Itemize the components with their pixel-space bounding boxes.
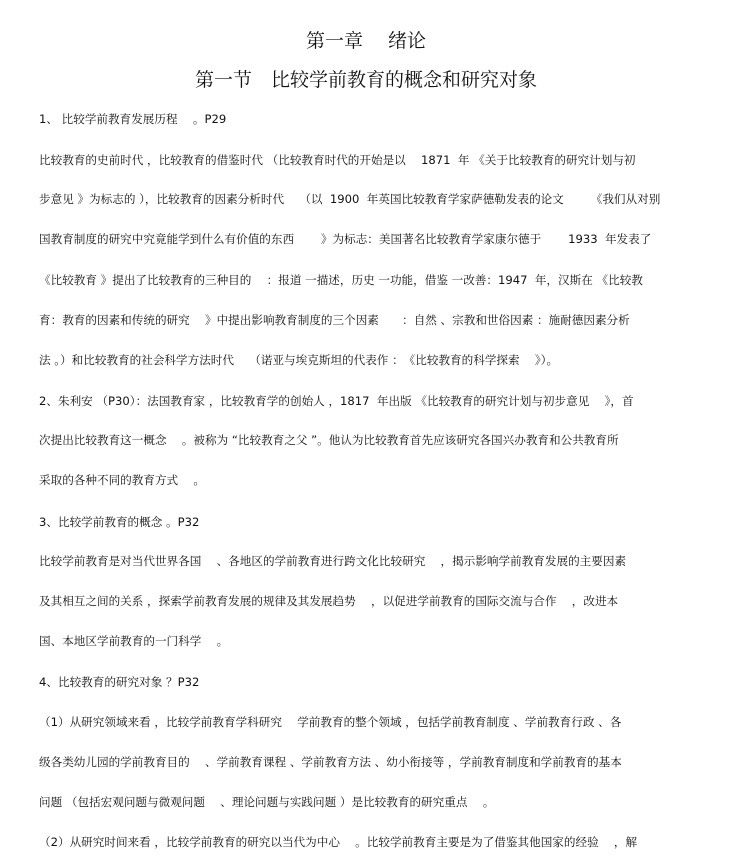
text-line: （1）从研究领域来看 ，比较学前教育学科研究 学前教育的整个领域 ，包括学前教育制度 、学前教育行政 、各	[39, 715, 622, 729]
text-line: 及其相互之间的关系 ，探索学前教育发展的规律及其发展趋势 ，以促进学前教育的国际交流与合作 ，改进本	[39, 594, 619, 608]
chapter-title: 第一章 绪论	[305, 30, 427, 52]
text-line: 1、 比较学前教育发展历程 。P29	[39, 112, 227, 126]
text-line: 4、比较教育的研究对象 ？P32	[39, 675, 200, 689]
text-line: 步意见 》为标志的 ），比较教育的因素分析时代 （以 1900 年英国比较教育学家萨德勒发表的论文 《我们从对别	[39, 192, 661, 206]
text-line: 问题 （包括宏观问题与微观问题 、理论问题与实践问题 ）是比较教育的研究重点 。	[39, 795, 495, 809]
text-line: 育：教育的因素和传统的研究 》中提出影响教育制度的三个因素 ：自然 、宗教和世俗因素 ：施耐德因素分析	[39, 313, 630, 327]
text-line: 比较教育的史前时代 ，比较教育的借鉴时代 （比较教育时代的开始是以 1871 年 《关于比较教育的研究计划与初	[39, 153, 636, 167]
text-line: 级各类幼儿园的学前教育目的 、学前教育课程 、学前教育方法 、幼小衔接等 ，学前教育制度和学前教育的基本	[39, 755, 622, 769]
text-line: 比较学前教育是对当代世界各国 、各地区的学前教育进行跨文化比较研究 ，揭示影响学前教育发展的主要因素	[39, 554, 627, 568]
section-title: 第一节 比较学前教育的概念和研究对象	[194, 69, 537, 91]
text-line: 法 。）和比较教育的社会科学方法时代 （诺亚与埃克斯坦的代表作 ： 《比较教育的科学探索 》）。	[39, 353, 559, 367]
text-line: （2）从研究时间来看 ，比较学前教育的研究以当代为中心 。比较学前教育主要是为了借鉴其他国家的经验 ，解	[39, 835, 638, 849]
text-line: 《比较教育 》提出了比较教育的三种目的 ：报道 一描述，历史 一功能，借鉴 一改善：1947 年，汉斯在 《比较教	[39, 273, 643, 287]
text-line: 3、比较学前教育的概念 。P32	[39, 515, 200, 529]
text-line: 2、朱利安 （P30）：法国教育家 ，比较教育学的创始人 ，1817 年出版 《比较教育的研究计划与初步意见 》，首	[39, 394, 634, 408]
text-line: 国、本地区学前教育的一门科学 。	[39, 634, 229, 648]
text-line: 采取的各种不同的教育方式 。	[39, 473, 205, 487]
text-line: 国教育制度的研究中究竟能学到什么有价值的东西 》为标志：美国著名比较教育学家康尔德于 1933 年发表了	[39, 232, 652, 246]
text-line: 次提出比较教育这一概念 。被称为 “比较教育之父 ”。他认为比较教育首先应该研究各国兴办教育和公共教育所	[39, 433, 619, 447]
